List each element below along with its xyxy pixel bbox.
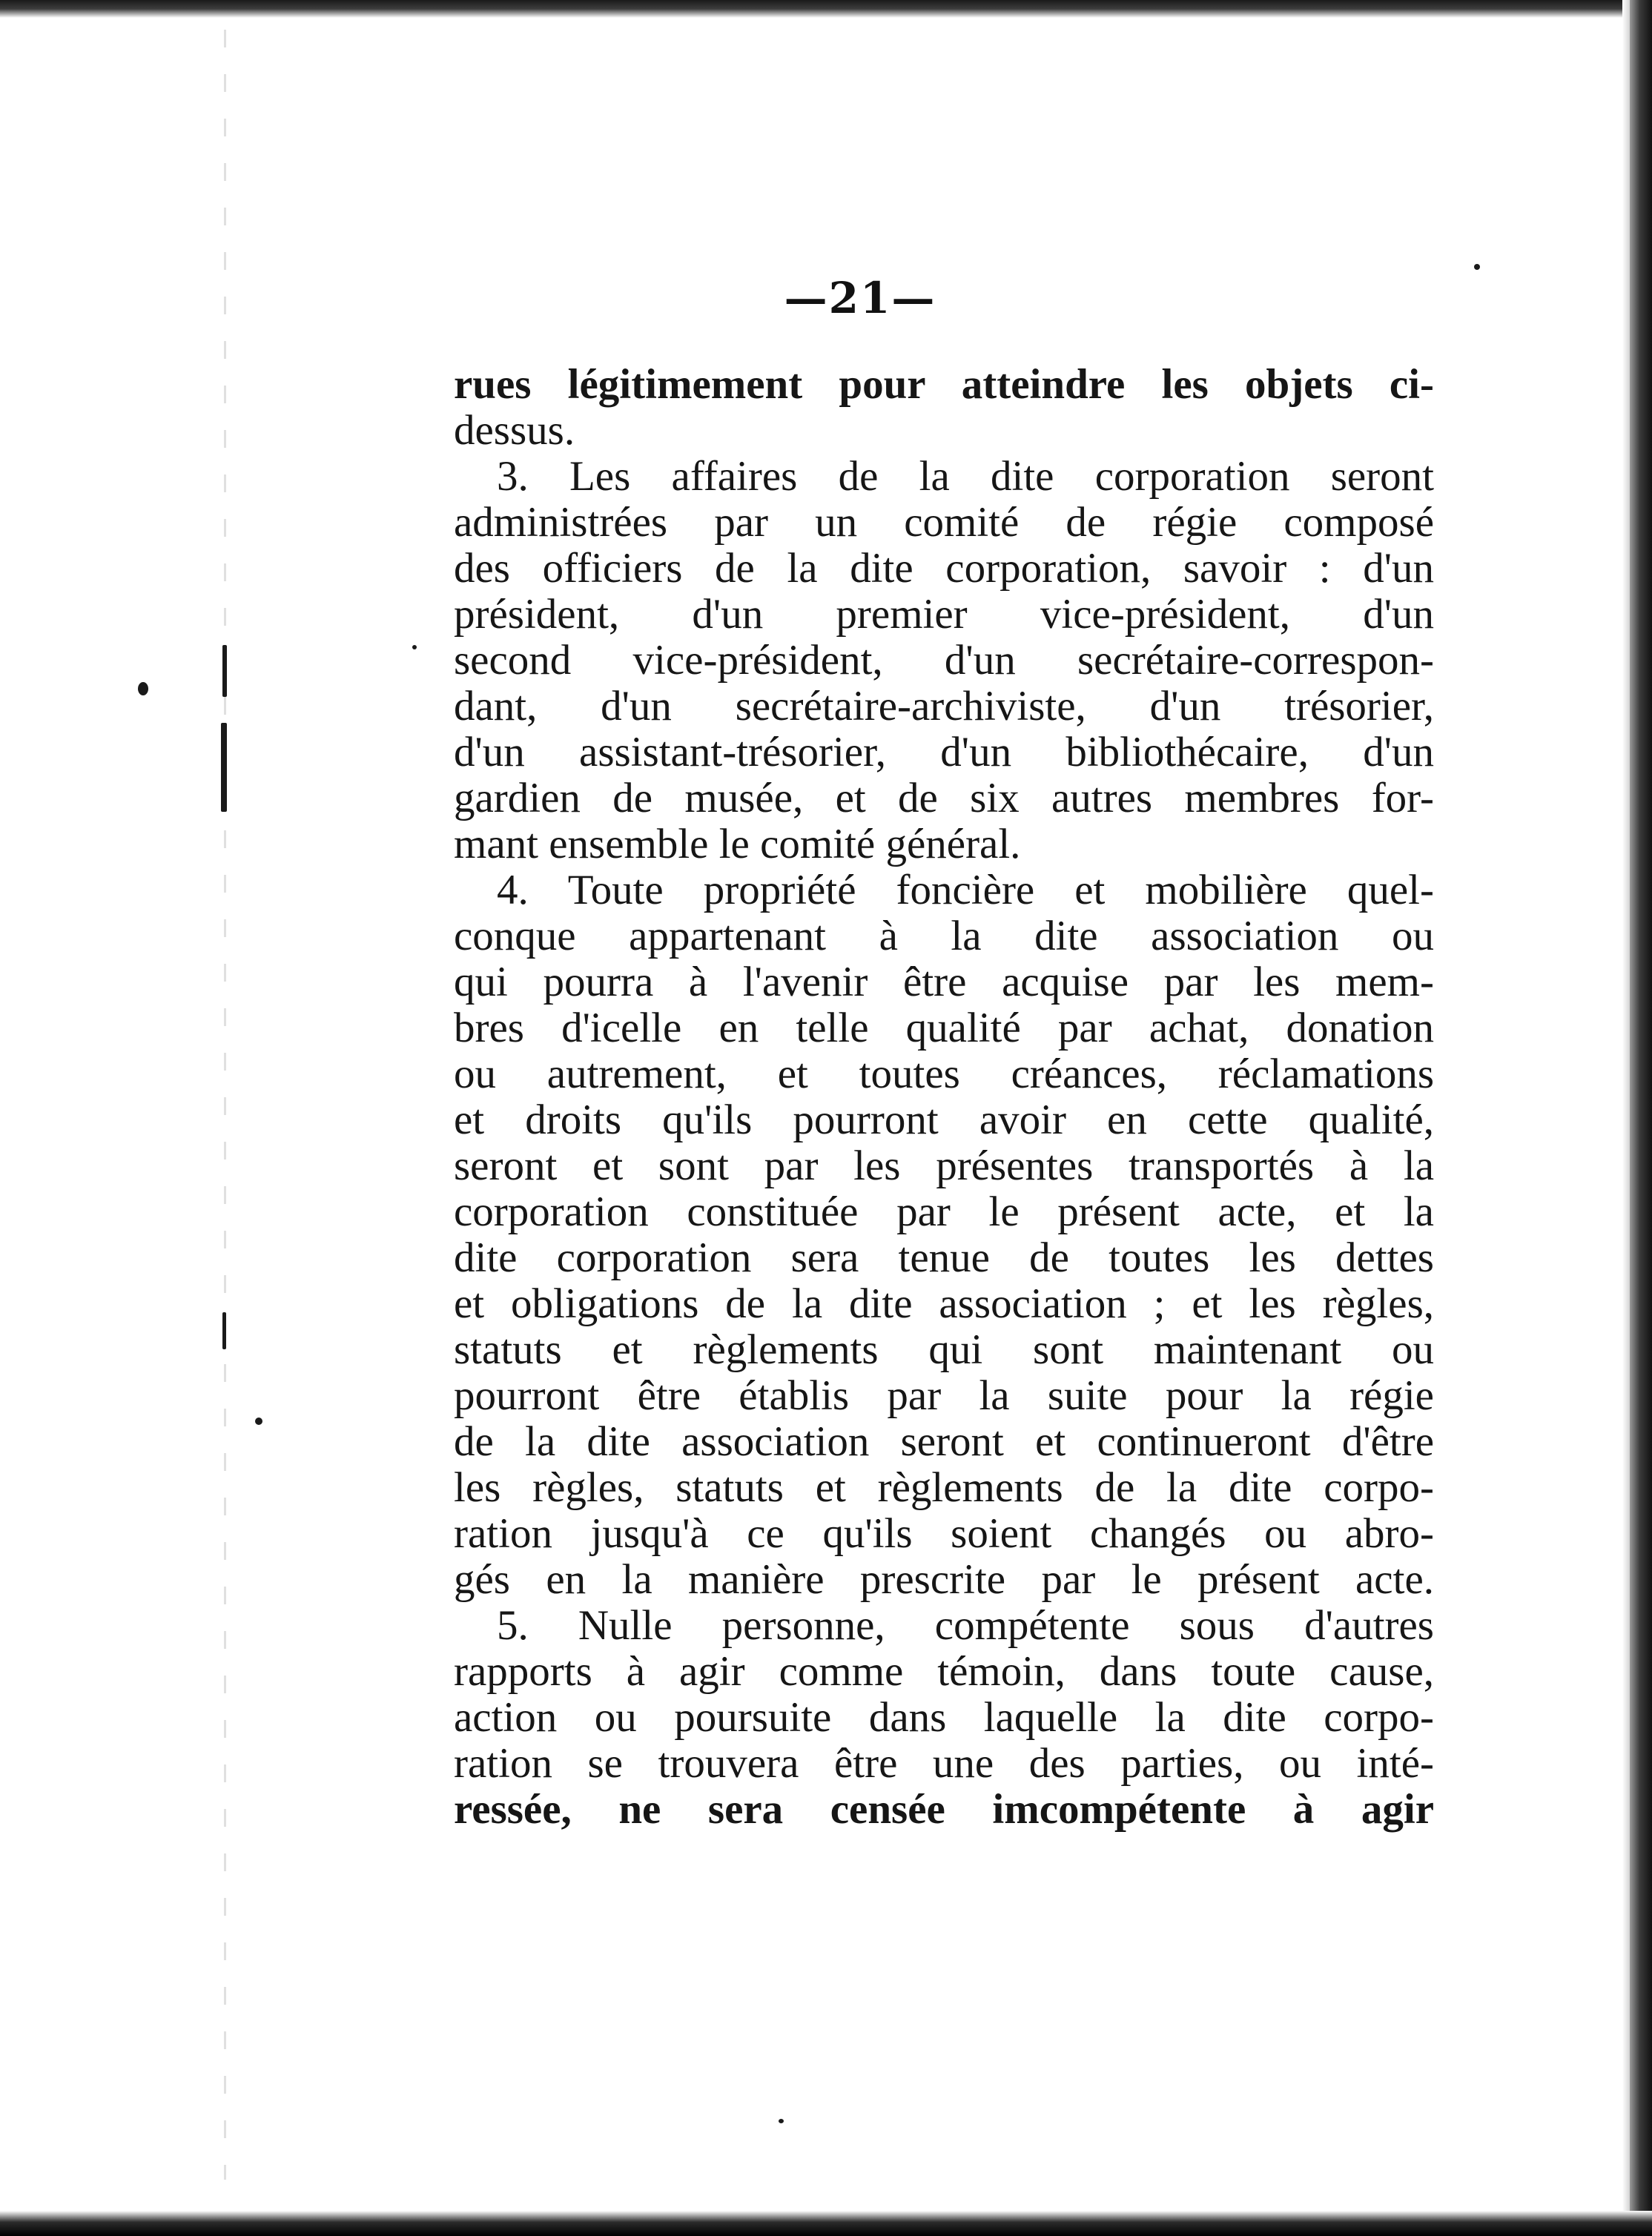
text-line: gardien de musée, et de six autres membres for-	[454, 775, 1434, 821]
text-line: corporation constituée par le présent acte, et la	[454, 1188, 1434, 1235]
text-line: d'un assistant-trésorier, d'un bibliothécaire, d'un	[454, 729, 1434, 775]
page-number: —21—	[784, 273, 936, 323]
gutter-mark	[222, 1312, 226, 1349]
text-line: ration jusqu'à ce qu'ils soient changés ou abro-	[454, 1510, 1434, 1557]
right-scan-border	[1630, 0, 1652, 2236]
text-line: ration se trouvera être une des parties, ou inté-	[454, 1740, 1434, 1787]
text-line: gés en la manière prescrite par le présent acte.	[454, 1556, 1434, 1603]
text-line: et droits qu'ils pourront avoir en cette qualité,	[454, 1096, 1434, 1143]
text-line: ou autrement, et toutes créances, réclamations	[454, 1051, 1434, 1097]
text-line: rapports à agir comme témoin, dans toute cause,	[454, 1648, 1434, 1695]
text-line: rues légitimement pour atteindre les objets ci-	[454, 361, 1434, 408]
text-line: 3. Les affaires de la dite corporation seront	[497, 453, 1434, 500]
text-line: dessus.	[454, 407, 575, 454]
gutter-mark	[221, 723, 227, 812]
text-line: 4. Toute propriété foncière et mobilière quel-	[497, 867, 1434, 913]
bottom-scan-border	[0, 2211, 1652, 2236]
ink-speck	[1474, 264, 1480, 270]
ink-speck	[412, 645, 417, 649]
text-line: de la dite association seront et continueront d'être	[454, 1418, 1434, 1465]
text-line: président, d'un premier vice-président, d'un	[454, 591, 1434, 638]
text-line: 5. Nulle personne, compétente sous d'autres	[497, 1602, 1434, 1649]
text-line: dite corporation sera tenue de toutes les dettes	[454, 1234, 1434, 1281]
text-line: et obligations de la dite association ; et les règles,	[454, 1280, 1434, 1327]
body-text	[454, 362, 1434, 1833]
text-line: administrées par un comité de régie composé	[454, 499, 1434, 546]
text-line: statuts et règlements qui sont maintenant ou	[454, 1326, 1434, 1373]
text-line: bres d'icelle en telle qualité par achat, donation	[454, 1005, 1434, 1051]
ink-speck	[255, 1418, 262, 1425]
text-line: second vice-président, d'un secrétaire-correspon-	[454, 637, 1434, 684]
top-scan-border	[0, 0, 1652, 18]
page-edge-shadow	[1622, 0, 1630, 2236]
text-line: des officiers de la dite corporation, savoir : d'un	[454, 545, 1434, 592]
text-line: qui pourra à l'avenir être acquise par les mem-	[454, 959, 1434, 1005]
text-line: mant ensemble le comité général.	[454, 821, 1021, 867]
ink-speck	[138, 682, 148, 695]
text-line: dant, d'un secrétaire-archiviste, d'un trésorier,	[454, 683, 1434, 730]
text-line: ressée, ne sera censée imcompétente à agir	[454, 1786, 1434, 1833]
binding-gutter	[224, 30, 226, 2180]
gutter-mark	[222, 645, 227, 697]
text-line: seront et sont par les présentes transportés à la	[454, 1142, 1434, 1189]
text-line: les règles, statuts et règlements de la dite corpo-	[454, 1464, 1434, 1511]
text-line: pourront être établis par la suite pour la régie	[454, 1372, 1434, 1419]
text-line: action ou poursuite dans laquelle la dite corpo-	[454, 1694, 1434, 1741]
text-line: conque appartenant à la dite association ou	[454, 913, 1434, 959]
ink-speck	[779, 2119, 784, 2123]
